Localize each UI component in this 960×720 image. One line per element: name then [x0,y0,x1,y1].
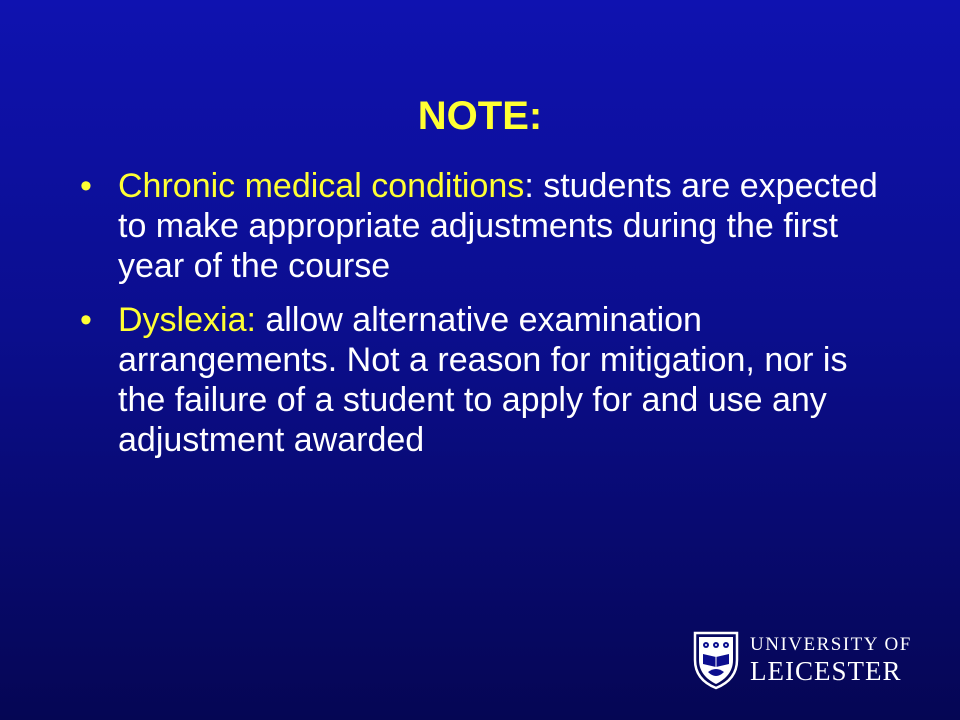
bullet-highlight: Dyslexia: [118,301,256,339]
bullet-text: allow alternative examination arrangements. Not a reason for mitigation, nor is the failure of a student to apply for and use any adjustment awarded [118,301,848,459]
bullet-highlight: Chronic medical conditions [118,167,525,205]
university-logo [692,630,912,690]
slide-title: NOTE: [417,94,543,138]
logo-line-1: UNIVERSITY OF [750,634,912,655]
bullet-item [80,300,880,460]
logo-wordmark [750,634,912,686]
university-crest-icon [692,630,740,690]
logo-line-2: LEICESTER [750,656,902,686]
bullet-marker: • [80,167,92,205]
bullet-marker: • [80,301,92,339]
bullet-item [80,166,880,286]
bullet-text: : students are expected to make appropriate adjustments during the first year of the course [118,167,878,285]
bullet-list [80,166,880,474]
